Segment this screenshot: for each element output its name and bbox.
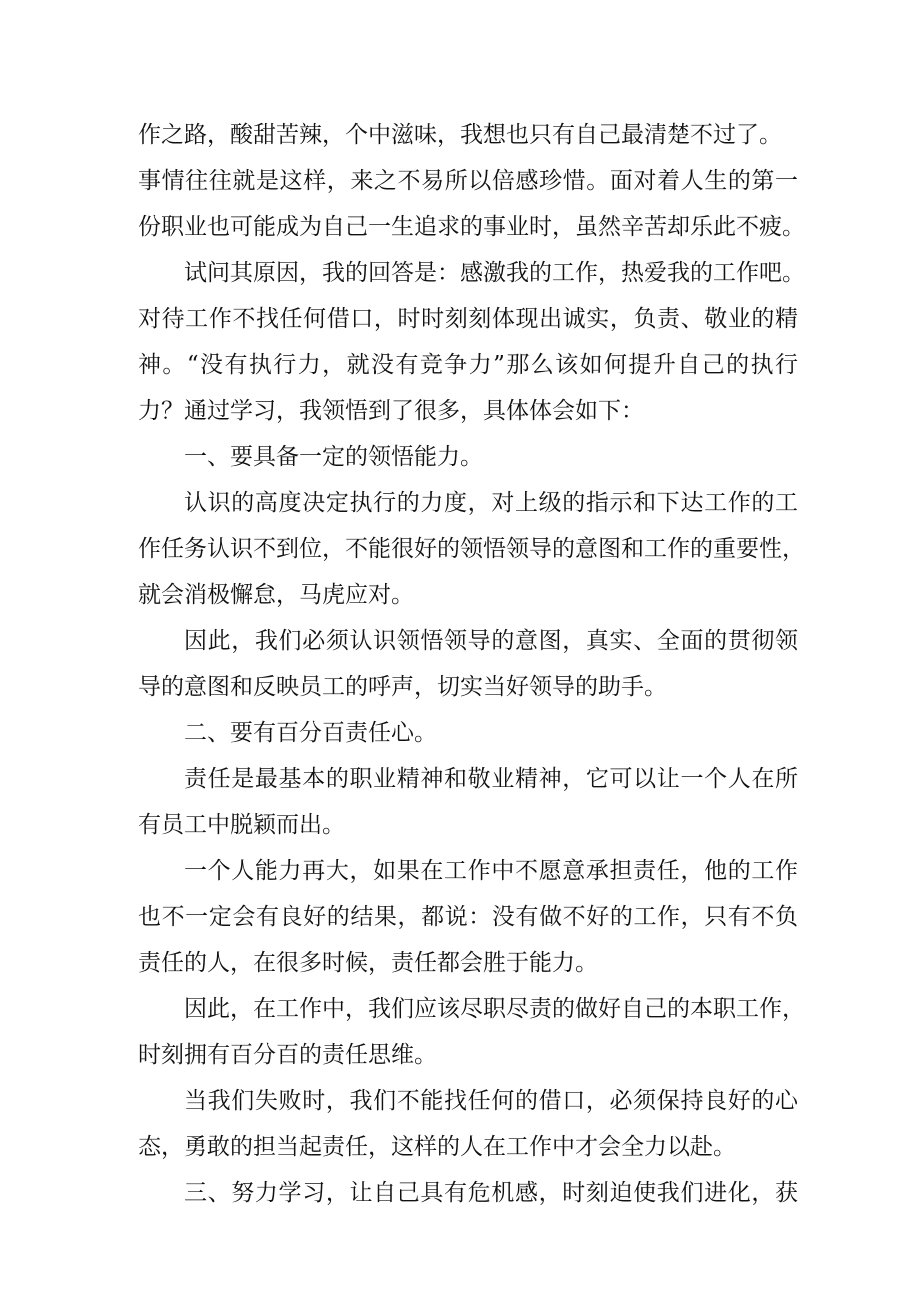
text-line: 三、努力学习，让自己具有危机感，时刻迫使我们进化，获 <box>184 1180 798 1206</box>
text-line: 当我们失败时，我们不能找任何的借口，必须保持良好的心 <box>184 1088 798 1114</box>
text-line: 二、要有百分百责任心。 <box>184 720 437 746</box>
text-line: 责任的人，在很多时候，责任都会胜于能力。 <box>138 950 598 976</box>
text-line: 认识的高度决定执行的力度，对上级的指示和下达工作的工 <box>184 490 798 516</box>
text-line: 责任是最基本的职业精神和敬业精神，它可以让一个人在所 <box>184 766 798 792</box>
text-line: 事情往往就是这样，来之不易所以倍感珍惜。面对着人生的第一 <box>138 168 798 194</box>
text-line: 作之路，酸甜苦辣，个中滋味，我想也只有自己最清楚不过了。 <box>138 122 782 148</box>
text-line: 对待工作不找任何借口，时时刻刻体现出诚实，负责、敬业的精 <box>138 306 798 332</box>
text-line: 态，勇敢的担当起责任，这样的人在工作中才会全力以赴。 <box>138 1134 736 1160</box>
text-line: 导的意图和反映员工的呼声，切实当好领导的助手。 <box>138 674 667 700</box>
text-line: 作任务认识不到位，不能很好的领悟领导的意图和工作的重要性， <box>138 536 805 562</box>
text-line: 一、要具备一定的领悟能力。 <box>184 444 483 470</box>
text-line: 力？通过学习，我领悟到了很多，具体体会如下： <box>138 398 644 424</box>
text-line: 神。“没有执行力，就没有竞争力”那么该如何提升自己的执行 <box>138 352 798 378</box>
text-line: 也不一定会有良好的结果，都说：没有做不好的工作，只有不负 <box>138 904 798 930</box>
text-line: 就会消极懈怠，马虎应对。 <box>138 582 414 608</box>
text-line: 一个人能力再大，如果在工作中不愿意承担责任，他的工作 <box>184 858 798 884</box>
text-line: 因此，我们必须认识领悟领导的意图，真实、全面的贯彻领 <box>184 628 798 654</box>
text-line: 份职业也可能成为自己一生追求的事业时，虽然辛苦却乐此不疲。 <box>138 214 805 240</box>
document-body <box>138 112 805 1216</box>
text-line: 时刻拥有百分百的责任思维。 <box>138 1042 437 1068</box>
text-line: 试问其原因，我的回答是：感激我的工作，热爱我的工作吧。 <box>184 260 805 286</box>
text-line: 有员工中脱颖而出。 <box>138 812 345 838</box>
text-line: 因此，在工作中，我们应该尽职尽责的做好自己的本职工作， <box>184 996 805 1022</box>
